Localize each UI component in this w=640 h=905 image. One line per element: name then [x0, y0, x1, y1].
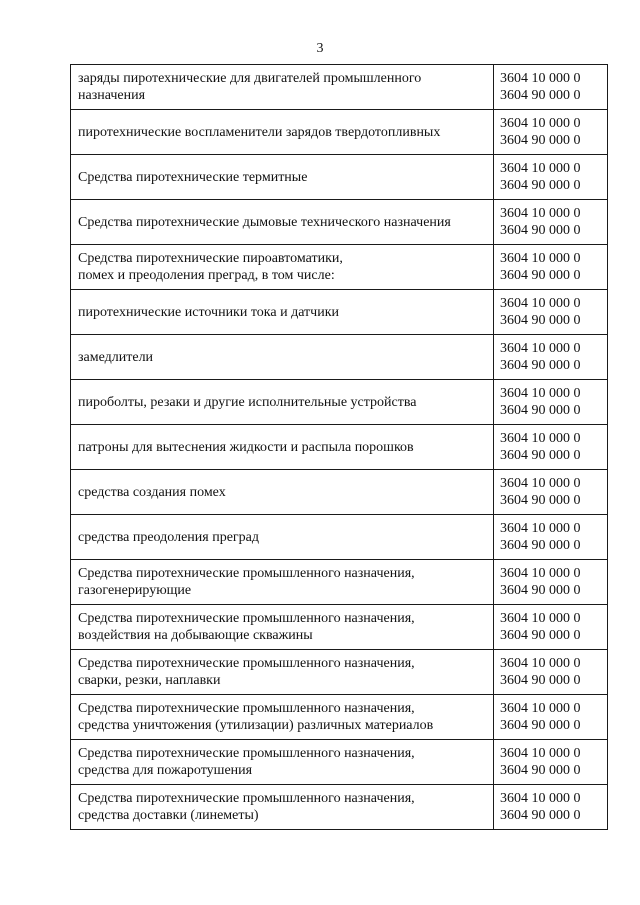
product-name-cell: [71, 650, 494, 695]
table-row: [71, 785, 608, 830]
product-name-line: Средства пиротехнические промышленного назначения,: [78, 791, 415, 806]
tnved-code-cell: [494, 335, 608, 380]
product-name-cell: [71, 290, 494, 335]
tnved-code: 3604 90 000 0: [500, 583, 581, 598]
product-name-line: средства уничтожения (утилизации) различных материалов: [78, 718, 434, 733]
tnved-code: 3604 10 000 0: [500, 161, 581, 176]
tnved-code-cell: [494, 110, 608, 155]
product-name-line: Средства пиротехнические пироавтоматики,: [78, 251, 343, 266]
tnved-code: 3604 90 000 0: [500, 673, 581, 688]
table-row: [71, 335, 608, 380]
table-row: [71, 515, 608, 560]
tnved-code: 3604 10 000 0: [500, 431, 581, 446]
tnved-code: 3604 90 000 0: [500, 628, 581, 643]
table-row: [71, 650, 608, 695]
product-name-line: Средства пиротехнические промышленного назначения,: [78, 611, 415, 626]
tnved-code: 3604 10 000 0: [500, 116, 581, 131]
tnved-code: 3604 10 000 0: [500, 386, 581, 401]
goods-table-body: [71, 65, 608, 830]
tnved-code: 3604 10 000 0: [500, 476, 581, 491]
product-name-line: заряды пиротехнические для двигателей промышленного: [78, 71, 422, 86]
product-name-cell: [71, 515, 494, 560]
tnved-code: 3604 10 000 0: [500, 71, 581, 86]
tnved-code: 3604 90 000 0: [500, 223, 581, 238]
page-number: 3: [316, 41, 324, 56]
table-row: [71, 290, 608, 335]
product-name-line: пироболты, резаки и другие исполнительные устройства: [78, 394, 417, 410]
tnved-code-cell: [494, 515, 608, 560]
tnved-code: 3604 90 000 0: [500, 268, 581, 283]
goods-table: [70, 64, 608, 830]
product-name-line: патроны для вытеснения жидкости и распыла порошков: [78, 439, 414, 455]
product-name-cell: [71, 740, 494, 785]
product-name-cell: [71, 605, 494, 650]
table-row: [71, 65, 608, 110]
tnved-code: 3604 10 000 0: [500, 566, 581, 581]
tnved-code: 3604 90 000 0: [500, 313, 581, 328]
tnved-code-cell: [494, 425, 608, 470]
product-name-line: пиротехнические воспламенители зарядов твердотопливных: [78, 124, 441, 140]
table-row: [71, 155, 608, 200]
product-name-line: Средства пиротехнические промышленного назначения,: [78, 656, 415, 671]
tnved-code: 3604 10 000 0: [500, 611, 581, 626]
product-name-line: Средства пиротехнические промышленного назначения,: [78, 701, 415, 716]
tnved-code: 3604 90 000 0: [500, 763, 581, 778]
product-name-cell: [71, 695, 494, 740]
product-name-line: сварки, резки, наплавки: [78, 673, 221, 688]
tnved-code: 3604 10 000 0: [500, 791, 581, 806]
product-name-line: Средства пиротехнические промышленного назначения,: [78, 566, 415, 581]
product-name-cell: [71, 470, 494, 515]
product-name-line: назначения: [78, 88, 146, 103]
product-name-cell: [71, 245, 494, 290]
tnved-code: 3604 10 000 0: [500, 341, 581, 356]
tnved-code-cell: [494, 200, 608, 245]
tnved-code: 3604 90 000 0: [500, 178, 581, 193]
table-row: [71, 380, 608, 425]
product-name-cell: [71, 785, 494, 830]
tnved-code-cell: [494, 290, 608, 335]
product-name-line: замедлители: [78, 349, 154, 365]
tnved-code-cell: [494, 650, 608, 695]
table-row: [71, 425, 608, 470]
table-row: [71, 695, 608, 740]
product-name-line: средства доставки (линеметы): [78, 808, 259, 823]
product-name-cell: [71, 560, 494, 605]
tnved-code: 3604 90 000 0: [500, 718, 581, 733]
tnved-code-cell: [494, 470, 608, 515]
product-name-line: Средства пиротехнические термитные: [78, 169, 308, 185]
product-name-cell: [71, 155, 494, 200]
tnved-code: 3604 90 000 0: [500, 88, 581, 103]
tnved-code: 3604 90 000 0: [500, 538, 581, 553]
table-row: [71, 560, 608, 605]
tnved-code: 3604 90 000 0: [500, 448, 581, 463]
tnved-code: 3604 90 000 0: [500, 493, 581, 508]
tnved-code: 3604 10 000 0: [500, 521, 581, 536]
tnved-code-cell: [494, 695, 608, 740]
tnved-code: 3604 90 000 0: [500, 133, 581, 148]
product-name-line: средства для пожаротушения: [78, 763, 253, 778]
tnved-code-cell: [494, 740, 608, 785]
tnved-code: 3604 90 000 0: [500, 403, 581, 418]
product-name-line: пиротехнические источники тока и датчики: [78, 304, 340, 320]
table-row: [71, 740, 608, 785]
product-name-cell: [71, 110, 494, 155]
table-row: [71, 245, 608, 290]
tnved-code-cell: [494, 605, 608, 650]
product-name-cell: [71, 380, 494, 425]
product-name-cell: [71, 335, 494, 380]
table-row: [71, 605, 608, 650]
tnved-code: 3604 90 000 0: [500, 358, 581, 373]
product-name-cell: [71, 65, 494, 110]
tnved-code: 3604 10 000 0: [500, 746, 581, 761]
product-name-line: Средства пиротехнические промышленного назначения,: [78, 746, 415, 761]
tnved-code: 3604 10 000 0: [500, 206, 581, 221]
tnved-code: 3604 10 000 0: [500, 656, 581, 671]
tnved-code: 3604 90 000 0: [500, 808, 581, 823]
product-name-line: помех и преодоления преград, в том числе:: [78, 268, 335, 283]
tnved-code: 3604 10 000 0: [500, 296, 581, 311]
tnved-code-cell: [494, 380, 608, 425]
table-row: [71, 200, 608, 245]
product-name-cell: [71, 425, 494, 470]
tnved-code-cell: [494, 155, 608, 200]
product-name-line: газогенерирующие: [78, 583, 192, 598]
tnved-code: 3604 10 000 0: [500, 701, 581, 716]
product-name-line: воздействия на добывающие скважины: [78, 628, 313, 643]
tnved-code-cell: [494, 65, 608, 110]
tnved-code-cell: [494, 560, 608, 605]
table-row: [71, 110, 608, 155]
product-name-line: Средства пиротехнические дымовые технического назначения: [78, 214, 451, 230]
tnved-code-cell: [494, 245, 608, 290]
product-name-line: средства преодоления преград: [78, 529, 259, 545]
tnved-code-cell: [494, 785, 608, 830]
product-name-cell: [71, 200, 494, 245]
product-name-line: средства создания помех: [78, 484, 226, 500]
table-row: [71, 470, 608, 515]
tnved-code: 3604 10 000 0: [500, 251, 581, 266]
